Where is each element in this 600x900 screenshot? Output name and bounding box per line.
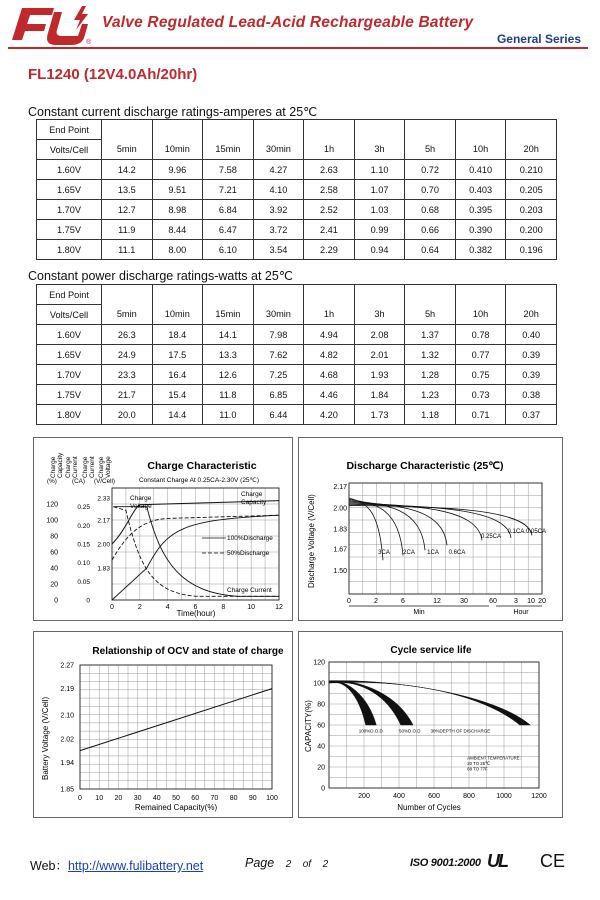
power-cell: 6.44 xyxy=(253,405,304,425)
svg-text:®: ® xyxy=(86,39,92,46)
current-cell: 0.99 xyxy=(354,220,405,240)
ocv-x-tick: 70 xyxy=(210,795,219,802)
discharge-ylabel: Discharge Voltage (V/Cell) xyxy=(307,494,316,588)
cycle-y-tick: 40 xyxy=(317,743,325,751)
charge-cur-tick: 0 xyxy=(86,597,90,605)
series-label: General Series xyxy=(496,32,581,46)
current-cell: 0.72 xyxy=(405,160,456,180)
page-number: 2 xyxy=(285,859,292,870)
charge-100-label: 100%Discharge xyxy=(227,535,273,542)
discharge-x-tick: 30 xyxy=(460,598,468,605)
current-cell: 0.205 xyxy=(506,180,557,200)
charge-cap-tick: 100 xyxy=(46,517,58,525)
current-cell: 0.410 xyxy=(455,160,506,180)
ocv-chart-title: Relationship of OCV and state of charge xyxy=(92,646,284,657)
power-cell: 2.01 xyxy=(354,345,405,365)
power-row-voltage: 1.65V xyxy=(37,345,102,365)
discharge-x-tick: 12 xyxy=(433,598,441,605)
power-cell: 1.37 xyxy=(405,325,456,345)
current-cell: 4.10 xyxy=(253,180,304,200)
cycle-xlabel: Number of Cycles xyxy=(397,803,461,812)
cycle-life-panel xyxy=(298,631,563,818)
ocv-y-tick: 2.02 xyxy=(60,736,74,744)
power-header-spacer xyxy=(102,285,153,305)
current-cell: 0.395 xyxy=(455,200,506,220)
ce-mark: CE xyxy=(540,851,566,871)
power-cell: 17.5 xyxy=(152,345,203,365)
current-cell: 7.21 xyxy=(203,180,254,200)
discharge-curve-label: 0.25CA xyxy=(480,534,502,540)
ocv-x-tick: 90 xyxy=(248,795,257,802)
ocv-y-tick: 1.85 xyxy=(60,786,74,794)
cycle-label-30: 30%DEPTH OF DISCHARGE xyxy=(430,728,491,734)
current-row-voltage: 1.80V xyxy=(37,240,102,260)
ocv-y-tick: 1.94 xyxy=(60,759,74,767)
discharge-y-tick: 1.83 xyxy=(333,526,347,534)
current-cell: 12.7 xyxy=(102,200,153,220)
power-col-header: 10min xyxy=(152,305,203,325)
page-label: Page xyxy=(245,856,275,870)
power-cell: 7.62 xyxy=(253,345,304,365)
cycle-ambient: AMBIENT TEMPERATURE: xyxy=(467,755,521,761)
power-cell: 24.9 xyxy=(102,345,153,365)
power-cell: 11.0 xyxy=(203,405,254,425)
charge-capacity-label: Capacity xyxy=(241,499,267,506)
power-cell: 0.39 xyxy=(506,345,557,365)
ocv-x-tick: 30 xyxy=(133,795,142,802)
table-row xyxy=(37,365,557,385)
ocv-ylabel: Battery Voltage (V/Cell) xyxy=(41,696,50,780)
cycle-y-tick: 80 xyxy=(317,701,325,709)
table-row xyxy=(37,240,557,260)
table-row xyxy=(37,200,557,220)
current-cell: 0.196 xyxy=(506,240,557,260)
power-cell: 4.46 xyxy=(304,385,355,405)
power-cell: 23.3 xyxy=(102,365,153,385)
current-header-spacer xyxy=(102,120,153,140)
power-row-voltage: 1.70V xyxy=(37,365,102,385)
power-header-spacer xyxy=(253,285,304,305)
charge-x-tick: 0 xyxy=(110,604,114,611)
charge-x-tick: 8 xyxy=(221,604,226,611)
power-col-header: 15min xyxy=(203,305,254,325)
power-col-header: 10h xyxy=(455,305,506,325)
cycle-x-tick: 1000 xyxy=(496,793,512,800)
cycle-label-100: 100%D.O.D xyxy=(358,728,383,734)
current-cell: 3.54 xyxy=(253,240,304,260)
current-col-header: 1h xyxy=(304,140,355,160)
discharge-group-min: Min xyxy=(413,609,425,616)
power-col-header: 1h xyxy=(304,305,355,325)
current-cell: 2.52 xyxy=(304,200,355,220)
current-cell: 0.70 xyxy=(405,180,456,200)
cycle-y-tick: 120 xyxy=(313,659,325,667)
table-row xyxy=(37,180,557,200)
charge-characteristic-chart xyxy=(34,438,292,620)
iso-mark: ISO 9001:2000 xyxy=(410,857,481,869)
current-cell: 1.10 xyxy=(354,160,405,180)
charge-cur-tick: 0.20 xyxy=(77,522,90,530)
power-cell: 18.4 xyxy=(152,325,203,345)
power-cell: 0.73 xyxy=(455,385,506,405)
power-ratings-table xyxy=(36,284,557,425)
charge-x-tick: 10 xyxy=(247,604,256,611)
current-cell: 11.1 xyxy=(102,240,153,260)
current-cell: 8.00 xyxy=(152,240,203,260)
current-cell: 9.96 xyxy=(152,160,203,180)
charge-unit: (CA) xyxy=(72,478,85,485)
power-header-spacer xyxy=(455,285,506,305)
ul-mark: UL xyxy=(487,851,507,871)
current-row-voltage: 1.70V xyxy=(37,200,102,220)
cycle-chart-title: Cycle service life xyxy=(390,645,472,656)
discharge-x-tick: 2 xyxy=(374,598,378,605)
charge-characteristic-panel xyxy=(33,437,293,621)
discharge-x-tick: 3 xyxy=(514,598,518,605)
power-cell: 15.4 xyxy=(152,385,203,405)
ocv-panel xyxy=(33,631,293,818)
charge-x-tick: 6 xyxy=(193,604,198,611)
power-cell: 6.85 xyxy=(253,385,304,405)
cycle-y-tick: 0 xyxy=(321,785,325,793)
power-cell: 1.18 xyxy=(405,405,456,425)
current-cell: 13.5 xyxy=(102,180,153,200)
current-cell: 0.94 xyxy=(354,240,405,260)
current-cell: 11.9 xyxy=(102,220,153,240)
discharge-curve-label: 1CA xyxy=(427,550,439,556)
power-cell: 14.4 xyxy=(152,405,203,425)
current-cell: 1.03 xyxy=(354,200,405,220)
current-cell: 3.92 xyxy=(253,200,304,220)
current-cell: 8.44 xyxy=(152,220,203,240)
discharge-curve-label: 0.05CA xyxy=(525,529,547,535)
power-cell: 26.3 xyxy=(102,325,153,345)
power-cell: 16.4 xyxy=(152,365,203,385)
ocv-x-tick: 60 xyxy=(191,795,200,802)
charge-volt-tick: 2.17 xyxy=(97,517,110,525)
current-col-header: 30min xyxy=(253,140,304,160)
cycle-y-tick: 20 xyxy=(317,764,325,772)
charge-col-label: ChargeVoltage xyxy=(98,456,112,478)
power-cell: 1.28 xyxy=(405,365,456,385)
discharge-characteristic-panel xyxy=(298,437,563,621)
ocv-x-tick: 40 xyxy=(152,795,161,802)
header-title: Valve Regulated Lead-Acid Rechargeable Battery xyxy=(102,14,474,31)
charge-volt-tick: 1.83 xyxy=(97,565,110,573)
discharge-x-tick: 0 xyxy=(347,598,351,605)
current-cell: 1.07 xyxy=(354,180,405,200)
power-cell: 0.78 xyxy=(455,325,506,345)
power-cell: 4.94 xyxy=(304,325,355,345)
power-cell: 11.8 xyxy=(203,385,254,405)
charge-cap-tick: 40 xyxy=(50,565,58,573)
current-cell: 0.203 xyxy=(506,200,557,220)
charge-50-label: 50%Discharge xyxy=(227,550,270,557)
charge-cur-tick: 0.10 xyxy=(77,560,90,568)
discharge-x-tick: 60 xyxy=(489,598,497,605)
current-cell: 2.41 xyxy=(304,220,355,240)
charge-cur-tick: 0.05 xyxy=(77,578,90,586)
discharge-x-tick: 10 xyxy=(527,598,535,605)
ocv-chart xyxy=(34,632,292,817)
power-cell: 4.68 xyxy=(304,365,355,385)
charge-chart-title: Charge Characteristic xyxy=(147,460,257,472)
current-header-spacer xyxy=(354,120,405,140)
power-col-header: 3h xyxy=(354,305,405,325)
power-col-header: 30min xyxy=(253,305,304,325)
current-cell: 0.200 xyxy=(506,220,557,240)
power-header-spacer xyxy=(506,285,557,305)
power-header-spacer xyxy=(203,285,254,305)
current-row-voltage: 1.65V xyxy=(37,180,102,200)
current-cell: 2.58 xyxy=(304,180,355,200)
current-cell: 0.403 xyxy=(455,180,506,200)
power-cell: 21.7 xyxy=(102,385,153,405)
discharge-curve-label: 3CA xyxy=(378,550,390,556)
charge-cap-tick: 60 xyxy=(50,549,58,557)
power-cell: 0.38 xyxy=(506,385,557,405)
current-cell: 0.382 xyxy=(455,240,506,260)
charge-x-tick: 4 xyxy=(165,604,170,611)
fuli-logo xyxy=(8,4,93,46)
discharge-curve xyxy=(349,502,447,546)
ocv-y-tick: 2.19 xyxy=(60,686,74,694)
table-row xyxy=(37,160,557,180)
current-cell: 9.51 xyxy=(152,180,203,200)
discharge-y-tick: 1.67 xyxy=(333,546,347,554)
power-cell: 0.39 xyxy=(506,365,557,385)
current-cell: 2.29 xyxy=(304,240,355,260)
discharge-group-hour: Hour xyxy=(513,609,529,616)
power-cell: 1.93 xyxy=(354,365,405,385)
table-row xyxy=(37,325,557,345)
charge-cur-tick: 0.15 xyxy=(77,541,90,549)
cycle-y-tick: 100 xyxy=(313,680,325,688)
power-header-volts: Volts/Cell xyxy=(37,305,102,325)
charge-cap-tick: 20 xyxy=(50,581,58,589)
cycle-ylabel: CAPACITY(%) xyxy=(304,700,313,752)
current-col-header: 10h xyxy=(455,140,506,160)
power-cell: 1.73 xyxy=(354,405,405,425)
current-header-spacer xyxy=(506,120,557,140)
current-cell: 0.66 xyxy=(405,220,456,240)
current-col-header: 5min xyxy=(102,140,153,160)
power-cell: 20.0 xyxy=(102,405,153,425)
current-cell: 3.72 xyxy=(253,220,304,240)
power-cell: 13.3 xyxy=(203,345,254,365)
charge-x-tick: 2 xyxy=(137,604,142,611)
charge-voltage-label: Charge xyxy=(130,495,152,502)
current-cell: 0.210 xyxy=(506,160,557,180)
cycle-life-chart xyxy=(299,632,562,817)
charge-x-tick: 12 xyxy=(275,604,283,611)
ocv-x-tick: 100 xyxy=(266,795,278,802)
power-col-header: 5h xyxy=(405,305,456,325)
discharge-chart-title: Discharge Characteristic (25℃) xyxy=(346,460,504,472)
current-col-header: 15min xyxy=(203,140,254,160)
discharge-curve-label: 0.1CA xyxy=(507,529,525,535)
cycle-ambient: 20 TO 25℃ xyxy=(467,761,490,767)
power-cell: 4.20 xyxy=(304,405,355,425)
power-cell: 12.6 xyxy=(203,365,254,385)
page-indicator xyxy=(245,856,328,870)
current-cell: 6.10 xyxy=(203,240,254,260)
discharge-characteristic-chart xyxy=(299,438,562,620)
current-header-spacer xyxy=(405,120,456,140)
charge-col-label: ChargeCapacity xyxy=(50,452,64,478)
charge-unit: (V/Cell) xyxy=(94,478,115,485)
cycle-x-tick: 1200 xyxy=(531,793,547,800)
current-cell: 8.98 xyxy=(152,200,203,220)
charge-col-label: ChargeCurrent xyxy=(82,456,96,478)
discharge-y-tick: 1.50 xyxy=(333,567,347,575)
current-header-spacer xyxy=(152,120,203,140)
charge-xlabel: Time(hour) xyxy=(176,609,216,618)
current-cell: 0.68 xyxy=(405,200,456,220)
charge-chart-subtitle: Constant Charge At 0.25CA-2.30V (25℃) xyxy=(138,477,260,484)
power-header-spacer xyxy=(304,285,355,305)
current-cell: 7.58 xyxy=(203,160,254,180)
power-cell: 1.32 xyxy=(405,345,456,365)
current-header-spacer xyxy=(304,120,355,140)
current-row-voltage: 1.75V xyxy=(37,220,102,240)
power-cell: 0.37 xyxy=(506,405,557,425)
discharge-x-tick: 6 xyxy=(401,598,405,605)
power-cell: 1.23 xyxy=(405,385,456,405)
table-row xyxy=(37,405,557,425)
current-col-header: 20h xyxy=(506,140,557,160)
power-col-header: 5min xyxy=(102,305,153,325)
power-cell: 0.77 xyxy=(455,345,506,365)
current-cell: 0.390 xyxy=(455,220,506,240)
current-header-spacer xyxy=(455,120,506,140)
current-cell: 6.84 xyxy=(203,200,254,220)
discharge-y-tick: 2.17 xyxy=(333,484,347,492)
cycle-label-50: 50%D.O.D xyxy=(399,728,421,734)
current-cell: 14.2 xyxy=(102,160,153,180)
power-header-spacer xyxy=(405,285,456,305)
cycle-x-tick: 800 xyxy=(463,793,475,800)
charge-unit: (%) xyxy=(47,478,57,485)
power-cell: 2.08 xyxy=(354,325,405,345)
power-col-header: 20h xyxy=(506,305,557,325)
ocv-x-tick: 10 xyxy=(95,795,104,802)
model-title: FL1240 (12V4.0Ah/20hr) xyxy=(28,66,198,83)
power-header-spacer xyxy=(152,285,203,305)
cycle-ambient: 68 TO 77F xyxy=(467,766,488,772)
power-cell: 1.84 xyxy=(354,385,405,405)
ocv-x-tick: 80 xyxy=(229,795,238,802)
charge-cap-tick: 80 xyxy=(50,533,58,541)
power-table-caption: Constant power discharge ratings-watts at 25℃ xyxy=(28,269,293,283)
current-row-voltage: 1.60V xyxy=(37,160,102,180)
power-row-voltage: 1.75V xyxy=(37,385,102,405)
charge-cap-tick: 120 xyxy=(46,501,58,509)
current-col-header: 3h xyxy=(354,140,405,160)
web-label: Web： xyxy=(30,859,68,873)
discharge-curve-label: 0.6CA xyxy=(448,550,466,556)
power-cell: 7.98 xyxy=(253,325,304,345)
power-cell: 7.25 xyxy=(253,365,304,385)
power-cell: 0.75 xyxy=(455,365,506,385)
current-header-endpoint: End Point xyxy=(37,120,102,140)
charge-cur-tick: 0.25 xyxy=(77,504,90,512)
discharge-y-tick: 2.00 xyxy=(333,505,347,513)
page-total: 2 xyxy=(322,859,329,870)
ocv-y-tick: 2.10 xyxy=(60,712,74,720)
current-ratings-table xyxy=(36,119,557,260)
power-cell: 4.82 xyxy=(304,345,355,365)
current-header-volts: Volts/Cell xyxy=(37,140,102,160)
power-cell: 14.1 xyxy=(203,325,254,345)
charge-voltage-label: Voltage xyxy=(130,503,152,510)
power-header-spacer xyxy=(354,285,405,305)
ocv-x-tick: 50 xyxy=(172,795,180,802)
website-link[interactable]: http://www.fulibattery.net xyxy=(67,859,204,873)
current-col-header: 5h xyxy=(405,140,456,160)
discharge-x-tick: 20 xyxy=(538,598,546,605)
current-header-spacer xyxy=(203,120,254,140)
table-row xyxy=(37,345,557,365)
charge-capacity-label: Charge xyxy=(241,491,263,498)
current-table-caption: Constant current discharge ratings-amperes at 25℃ xyxy=(28,105,318,119)
current-cell: 2.63 xyxy=(304,160,355,180)
ocv-x-tick: 20 xyxy=(114,795,123,802)
discharge-curve xyxy=(349,500,425,550)
ocv-xlabel: Remained Capacity(%) xyxy=(134,803,218,812)
ocv-y-tick: 2.27 xyxy=(60,662,74,670)
charge-current-label: Charge Current xyxy=(227,587,272,594)
page-of: of xyxy=(302,859,312,870)
charge-volt-tick: 2.33 xyxy=(97,495,110,503)
cycle-x-tick: 400 xyxy=(393,793,405,800)
power-cell: 0.71 xyxy=(455,405,506,425)
charge-cap-tick: 0 xyxy=(54,597,58,605)
table-row xyxy=(37,220,557,240)
cycle-x-tick: 600 xyxy=(428,793,440,800)
power-header-endpoint: End Point xyxy=(37,285,102,305)
ocv-x-tick: 0 xyxy=(78,795,82,802)
current-cell: 4.27 xyxy=(253,160,304,180)
power-row-voltage: 1.80V xyxy=(37,405,102,425)
discharge-curve-label: 2CA xyxy=(403,550,415,556)
current-cell: 6.47 xyxy=(203,220,254,240)
charge-col-label: ChargeCurrent xyxy=(65,456,79,478)
header-rule xyxy=(8,47,588,49)
current-col-header: 10min xyxy=(152,140,203,160)
power-cell: 0.40 xyxy=(506,325,557,345)
current-cell: 0.64 xyxy=(405,240,456,260)
cycle-x-tick: 200 xyxy=(358,793,370,800)
cycle-y-tick: 60 xyxy=(317,722,325,730)
table-row xyxy=(37,385,557,405)
power-row-voltage: 1.60V xyxy=(37,325,102,345)
footer-web xyxy=(30,856,203,874)
charge-volt-tick: 2.00 xyxy=(97,541,110,549)
current-header-spacer xyxy=(253,120,304,140)
